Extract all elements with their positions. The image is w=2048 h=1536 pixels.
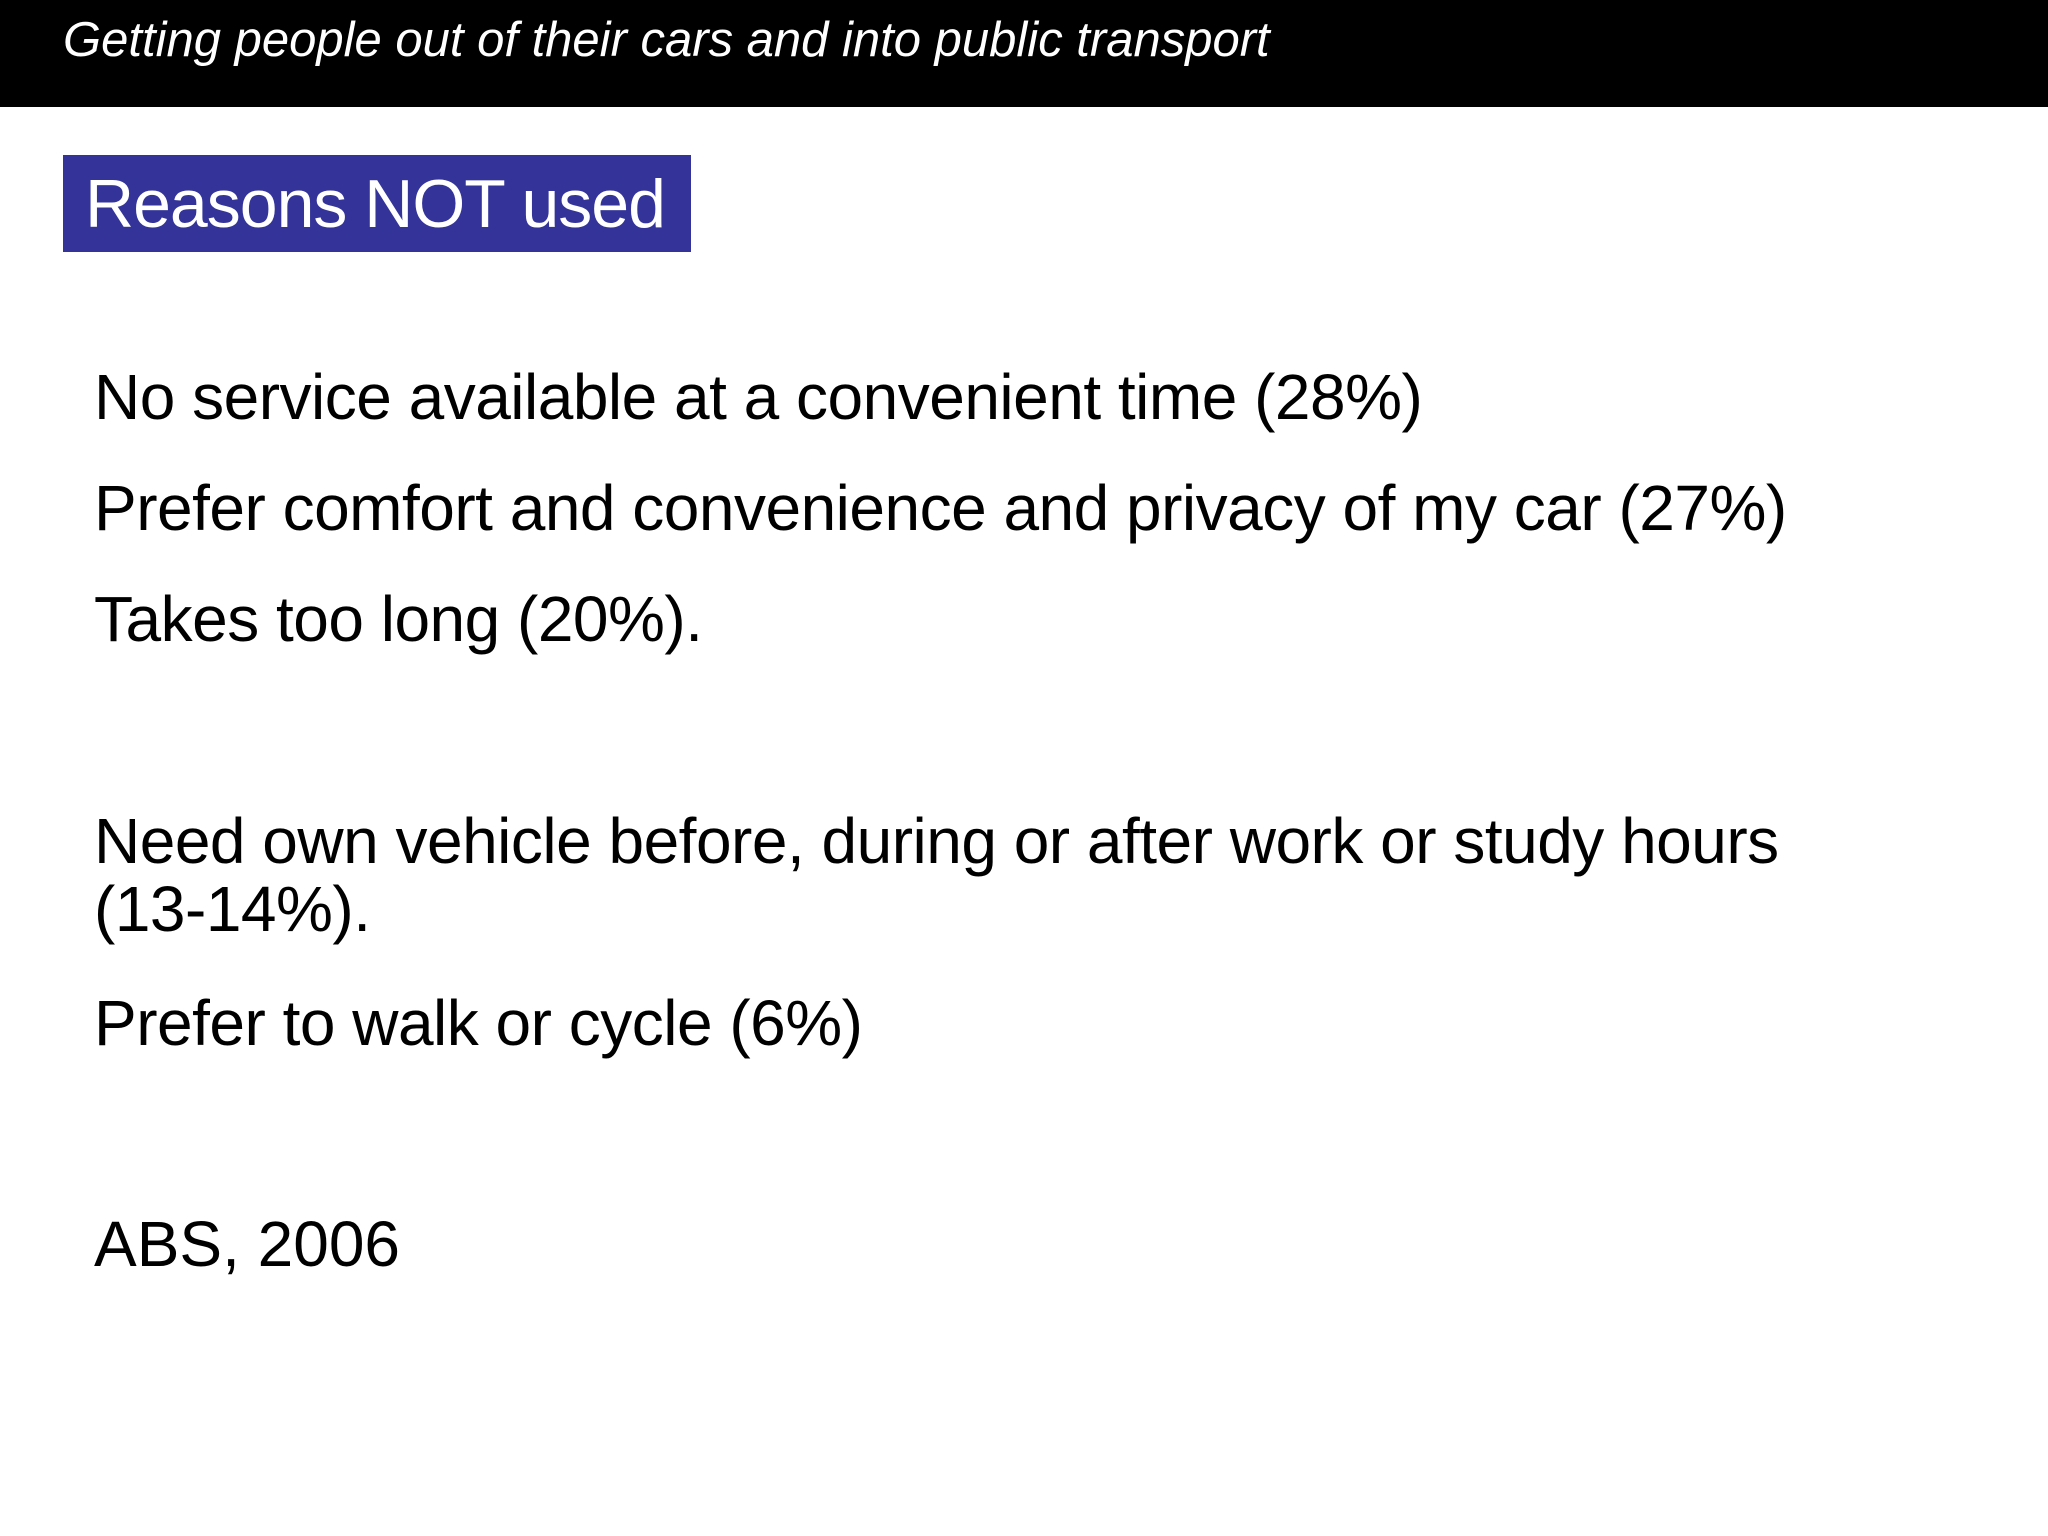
section-label: Reasons NOT used [85,166,665,242]
reason-item [94,805,1994,945]
section-label-box [63,155,691,252]
reason-item: Prefer comfort and convenience and privacy of my car (27%) [94,472,1787,544]
header-bar [0,0,2048,107]
reason-item-line: (13-14%). [94,873,371,945]
slide-header-title: Getting people out of their cars and into public transport [63,13,1270,67]
reason-item: No service available at a convenient time (28%) [94,361,1423,433]
reason-item: Prefer to walk or cycle (6%) [94,987,863,1059]
source-citation: ABS, 2006 [94,1208,400,1280]
reason-item-line: Need own vehicle before, during or after work or study hours [94,805,1779,877]
reason-item: Takes too long (20%). [94,583,703,655]
